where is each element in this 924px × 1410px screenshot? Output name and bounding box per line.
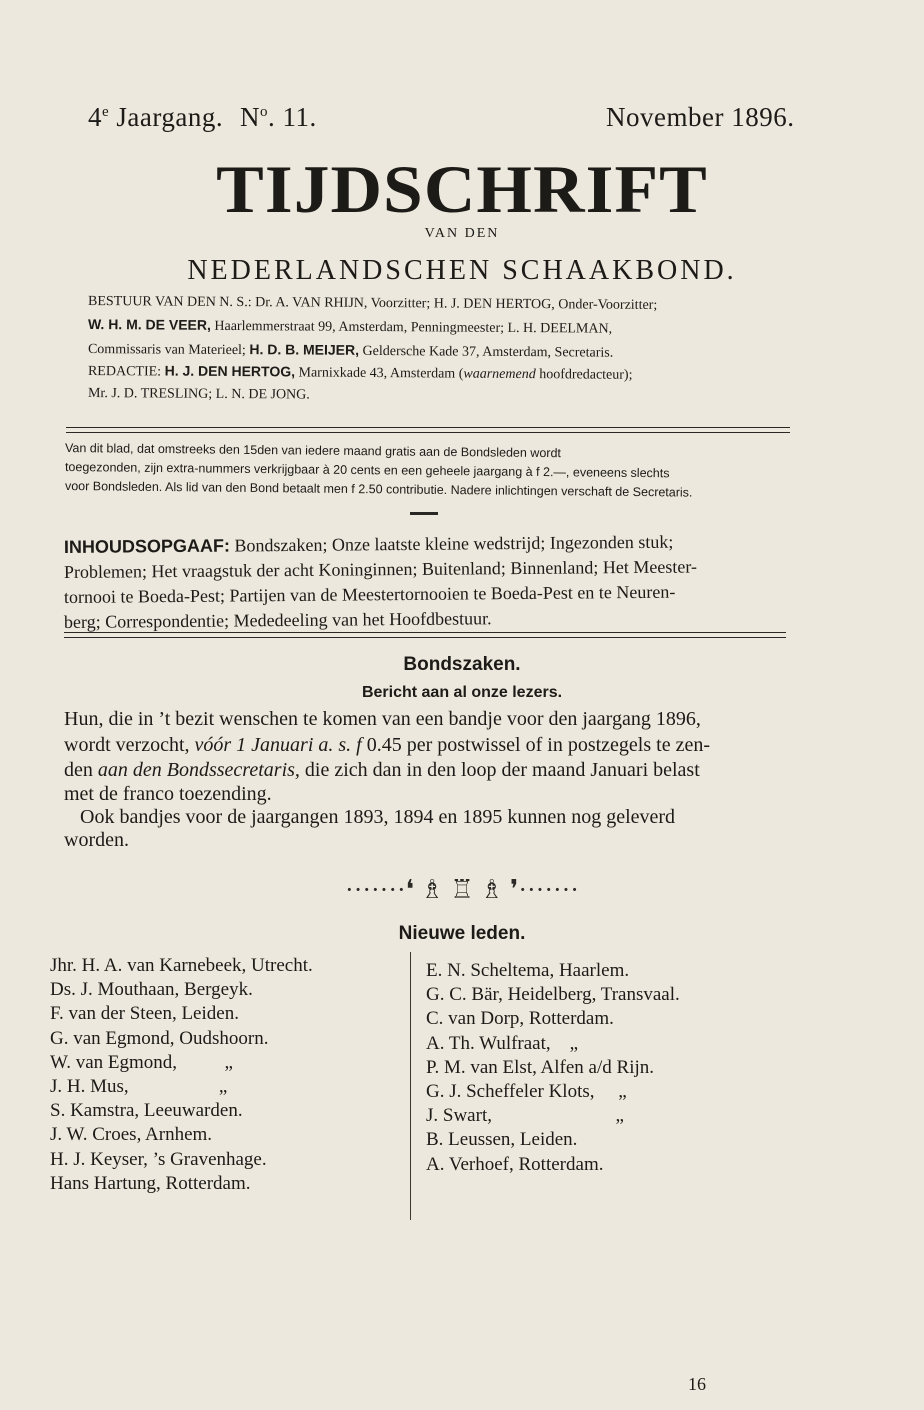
text-run: worden. (64, 829, 129, 851)
contents-text: Problemen; Het vraagstuk der acht Koninginnen; Buitenland; Binnenland; Het Meester- (63, 556, 698, 582)
text-run: BESTUUR VAN DEN N. S.: Dr. A. VAN RHIJN, Voorzitter; H. J. DEN HERTOG, Onder-Voorzitter; (87, 294, 658, 313)
text-line (64, 734, 789, 757)
text-run: Geldersche Kade 37, Amsterdam, Secretaris. (358, 343, 614, 361)
contents-line (64, 530, 789, 559)
member-entry: Jhr. H. A. van Karnebeek, Utrecht. (50, 955, 313, 976)
journal-title: TIJDSCHRIFT (216, 151, 708, 227)
text-run: met de franco toezending. (64, 783, 272, 805)
short-rule (410, 512, 438, 515)
member-entry: E. N. Scheltema, Haarlem. (426, 960, 630, 981)
text-line (88, 316, 793, 339)
text-run: H. D. B. MEIJER, (249, 341, 360, 358)
contents-label: INHOUDSOPGAAF: (63, 535, 231, 557)
member-entry: W. van Egmond, „ (50, 1051, 233, 1073)
society-name: NEDERLANDSCHEN SCHAAKBOND. (187, 255, 737, 286)
contents-line (64, 580, 789, 609)
contents-text: Bondszaken; Onze laatste kleine wedstrijd; Ingezonden stuk; (234, 531, 674, 556)
member-entry: H. J. Keyser, ’s Gravenhage. (50, 1148, 267, 1170)
section-subheading: Bericht aan al onze lezers. (361, 684, 563, 701)
column-separator (410, 952, 411, 1220)
text-run: hoofdredacteur); (535, 367, 633, 383)
text-line (64, 829, 789, 852)
member-entry: C. van Dorp, Rotterdam. (426, 1008, 614, 1030)
contents-text: berg; Correspondentie; Mededeeling van het Hoofdbestuur. (63, 608, 492, 632)
journal-subtitle: VAN DEN (424, 226, 500, 241)
text-run: Hun, die in ’t bezit wenschen te komen van een bandje voor den jaargang 1896, (64, 708, 701, 730)
text-line (88, 294, 793, 315)
text-run: REDACTIE: (87, 364, 165, 380)
member-entry: G. van Egmond, Oudshoorn. (50, 1027, 269, 1049)
text-run: Ook bandjes voor de jaargangen 1893, 1894 en 1895 kunnen nog geleverd (80, 806, 676, 828)
text-run: aan den Bondssecretaris, (97, 759, 300, 781)
text-run: Haarlemmerstraat 99, Amsterdam, Penningmeester; L. H. DEELMAN, (210, 318, 613, 337)
page-number: 16 (688, 1374, 706, 1394)
contents-line (64, 555, 789, 584)
divider-rule (66, 432, 790, 433)
text-line (88, 340, 793, 363)
text-run: die zich dan in den loop der maand Januari belast (299, 759, 700, 781)
notice-line: voor Bondsleden. Als lid van den Bond betaalt men f 2.50 contributie. Nadere inlichtingen verschaft de Secretaris. (64, 479, 693, 500)
member-entry: Ds. J. Mouthaan, Bergeyk. (50, 979, 253, 1001)
divider-rule (64, 632, 786, 633)
text-run: H. J. DEN HERTOG, (164, 362, 296, 380)
text-line (88, 362, 793, 385)
section-heading: Nieuwe leden. (398, 923, 526, 944)
chess-ornament-divider: ·······❛ ♗ ♖ ♗ ❜······· (345, 875, 579, 904)
member-entry: Hans Hartung, Rotterdam. (50, 1172, 251, 1194)
text-run: W. H. M. DE VEER, (87, 316, 211, 333)
member-entry: J. Swart, „ (426, 1105, 624, 1127)
text-run: Marnixkade 43, Amsterdam ( (294, 365, 464, 382)
member-entry: J. W. Croes, Arnhem. (50, 1124, 213, 1146)
notice-line: Van dit blad, dat omstreeks den 15den van iedere maand gratis aan de Bondsleden wordt (64, 441, 561, 461)
text-run: wordt verzocht, (64, 734, 195, 756)
member-entry: F. van der Steen, Leiden. (50, 1003, 239, 1025)
text-run: Commissaris van Materieel; (87, 342, 250, 359)
text-run: waarnemend (463, 366, 536, 383)
member-entry: J. H. Mus, „ (50, 1076, 228, 1097)
member-entry: G. C. Bär, Heidelberg, Transvaal. (426, 984, 680, 1006)
issue-number: $N^o$. 11. (240, 102, 317, 132)
issue-volume: 4e Jaargang. (88, 102, 224, 132)
notice-line: toegezonden, zijn extra-nummers verkrijgbaar à 20 cents en een geheele jaargang à f 2.—, eveneens slechts (64, 460, 670, 481)
divider-rule (66, 427, 790, 428)
member-entry: S. Kamstra, Leeuwarden. (50, 1100, 243, 1122)
text-line (80, 806, 805, 829)
member-entry: A. Th. Wulfraat, „ (426, 1032, 579, 1054)
contents-text: tornooi te Boeda-Pest; Partijen van de Meestertornooien te Boeda-Pest en te Neuren- (63, 581, 676, 607)
text-line (88, 386, 793, 407)
member-entry: P. M. van Elst, Alfen a/d Rijn. (426, 1056, 654, 1078)
text-run: 0.45 per postwissel of in postzegels te zen- (361, 734, 710, 756)
member-entry: G. J. Scheffeler Klots, „ (426, 1081, 627, 1102)
divider-rule (64, 637, 786, 638)
member-entry: A. Verhoef, Rotterdam. (426, 1153, 604, 1175)
text-line (64, 759, 789, 782)
text-run: Mr. J. D. TRESLING; L. N. DE JONG. (87, 386, 310, 403)
text-run: vóór 1 Januari a. s. f (194, 734, 362, 756)
text-run: den (64, 759, 98, 781)
text-line (64, 783, 789, 806)
section-heading: Bondszaken. (403, 654, 521, 675)
member-entry: B. Leussen, Leiden. (426, 1129, 578, 1151)
contents-line (64, 605, 789, 634)
text-line (64, 708, 789, 731)
issue-date: November 1896. (606, 102, 795, 132)
